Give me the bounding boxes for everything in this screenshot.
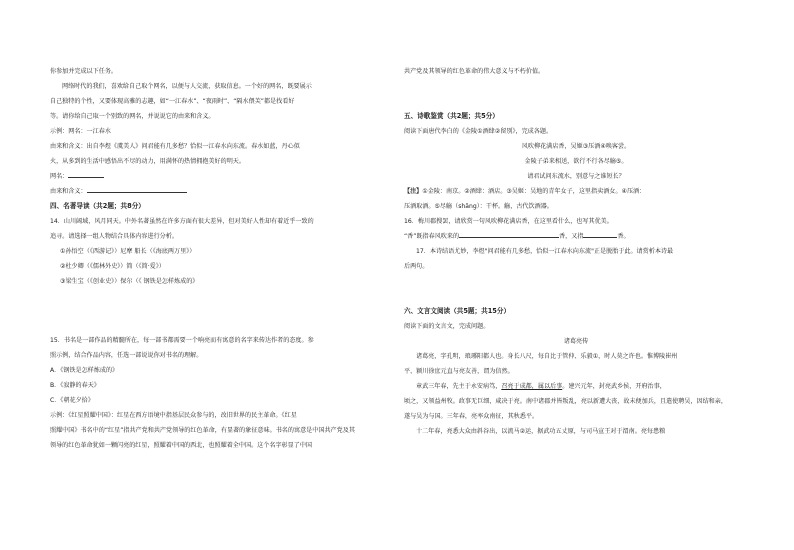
q15-example-line-3: 领导的红色革命犹如一颗闪亮的红星，照耀着中国的西北，也照耀着全中国。这个名字彰显了中国 [50,442,313,449]
section-4-title: 四、名著导读（共2题；共8分） [50,202,145,210]
q15-option-a: A．《钢铁是怎样炼成的》 [50,367,119,374]
q14-option-3: ③梁生宝（《创业史》）保尔（《 钢铁是怎样炼成的》 [60,278,199,285]
q16-blank-1[interactable] [459,231,559,238]
q16-prefix: “香”既指春风吹来的 [404,233,460,240]
q15-option-c: C．《朝花夕拾》 [50,397,94,404]
wenyan-line-3a: 章武三年春，先主于永安病笃， [416,383,502,390]
q14-line-2: 追寻。请选择一组人物结合具体内容进行分析。 [50,233,178,240]
q16-blank-2[interactable] [583,231,617,238]
q13-text-line-1: 网络时代的我们，喜欢给自己取个网名，以便与人交流，获取信息。一个好的网名，既要展示 [62,83,312,90]
poem-line-2: 金陵子弟来相送，欲行不行各尽觞⑤。 [524,158,628,165]
origin-blank[interactable] [87,186,187,193]
origin-label: 由来和含义： [50,188,87,195]
wenyan-underlined-phrase: 召亮于成都，属以后事 [501,383,563,390]
poem-line-1: 风吹柳花满店香，吴姬③压酒④唤客尝。 [521,143,631,150]
poem-note-line-2: 压酒取酒。⑤尽觞（shāng）：干杯。觞，古代饮酒器。 [404,203,553,210]
wenyan-line-1: 诸葛亮，字孔明，琅琊阳都人也。身长八尺，每自比于管仲、乐毅①，时人莫之许也。惟博陵崔州 [416,353,678,360]
q15-line-1: 15．书名是一部作品的精髓所在，每一部书都需要一个响亮而有寓意的名字来传达作者的态度。参 [50,337,314,344]
q17-line-2: 后两句。 [404,263,429,270]
q15-line-2: 照示例，结合作品内容，任选一部说说你对书名的理解。 [50,352,203,359]
poem-line-3: 请君试问东流水，别意与之谁短长？ [527,173,625,180]
section-6-title: 六、文言文阅读（共5题；共15分） [404,307,511,315]
q14-option-1: ①孙悟空（《西游记》）尼摩 船长（《海底两万里》） [60,248,196,255]
wenyan-line-6: 十二年春，亮悉大众由斜谷出，以流马②运，据武功五丈原，与司马宣王对于渭南。亮每患粮 [416,428,666,435]
q13-text-line-2: 自己独特的个性，又要体现高雅的志趣，如“一江春水”、“夜雨时”、“隔水偎芙”都是找看好 [50,98,295,105]
netname-blank[interactable] [68,171,104,178]
q16-end: 香。 [617,233,630,240]
poem-intro: 阅读下面唐代李白的《金陵①酒肆②留别》，完成各题。 [404,128,553,135]
right-column [404,64,748,439]
origin-answer-line [50,184,390,199]
intro-end-line: 你参加并完成以下任务。 [50,68,118,75]
q15-option-b: B．《寂静的春天》 [50,382,100,389]
note-label: 【注】 [404,188,423,195]
example-label: 示例：网名：一江春水 [50,128,111,135]
q14-line-1: 14．山川阔域，风月同天。中外名著虽然在许多方面有很大差异，但对美好人性却有着近乎一致的 [50,218,314,225]
q14-option-2: ②杜少卿（《儒林外史》）简（《简·爱》） [60,263,165,270]
continued-line: 共产党及其领导的红色革命的伟大意义与不朽价值。 [404,68,545,75]
netname-answer-line [50,169,390,184]
wenyan-line-2: 平、颍川徐庶元直与亮友善，谓为信然。 [404,368,514,375]
poem-note-line-1 [404,184,748,199]
origin-line-2: 火，从多到的生活中感悟出不尽的动力，用满怀的热情拥抱美好的明天。 [50,158,245,165]
wenyan-line-4: 顷之，又领益州牧。政事无巨细，咸决于亮。南中诸郡并皆叛乱，亮以新遭大丧，故未便加兵，且遣使聘吴，因结和亲， [404,398,727,405]
wenyan-line-3 [404,379,748,394]
q16-line-1: 16．梅川郡搜罢，请欣赏一句风吹柳花满店香，在这里看什么，也写其优美。 [404,218,613,225]
wenyan-intro: 阅读下面的文言文，完成问题。 [404,323,490,330]
wenyan-line-3c: 。建兴元年，封亮武乡侯，开府治事， [562,383,666,390]
q15-example-line-1: 示例：《红星照耀中国》：红星在西方语境中指基层民众参与的，改旧世界的民主革命。《红星 [50,412,297,419]
q15-example-line-2: 照耀中国》书名中的“红星”指共产党和共产党领导的红色革命，有显著的象征意味。书名的寓意是中国共产党及其 [50,427,355,434]
q16-line-2 [404,229,748,244]
netname-label: 网名： [50,173,69,180]
wenyan-title: 诸葛亮传 [563,338,589,345]
wenyan-line-5: 遂与吴为与国。三年春，亮率众南征，其秋悉平。 [404,413,539,420]
q16-mid: 香，又指 [559,233,584,240]
left-column [50,64,390,453]
section-5-title: 五、诗歌鉴赏（共2题；共5分） [404,112,499,120]
q17-line-1: 17．本诗结语尤妙，李煜"问君能有几多愁，恰似一江春水向东流"正是脱胎于此。请赏析本诗最 [416,248,674,255]
q13-text-line-3: 等。请你给自己取一个别致的网名，并说说它的由来和含义。 [50,113,215,120]
note-text-1: ①金陵：南京。②酒肆：酒店。③吴姬：吴地的青年女子，这里指卖酒女。④压酒： [422,188,646,195]
origin-line-1: 由来和含义：出自李煜《虞美人》问君能有几多愁？恰似一江春水向东流。春水如蓝，丹心似 [50,143,300,150]
